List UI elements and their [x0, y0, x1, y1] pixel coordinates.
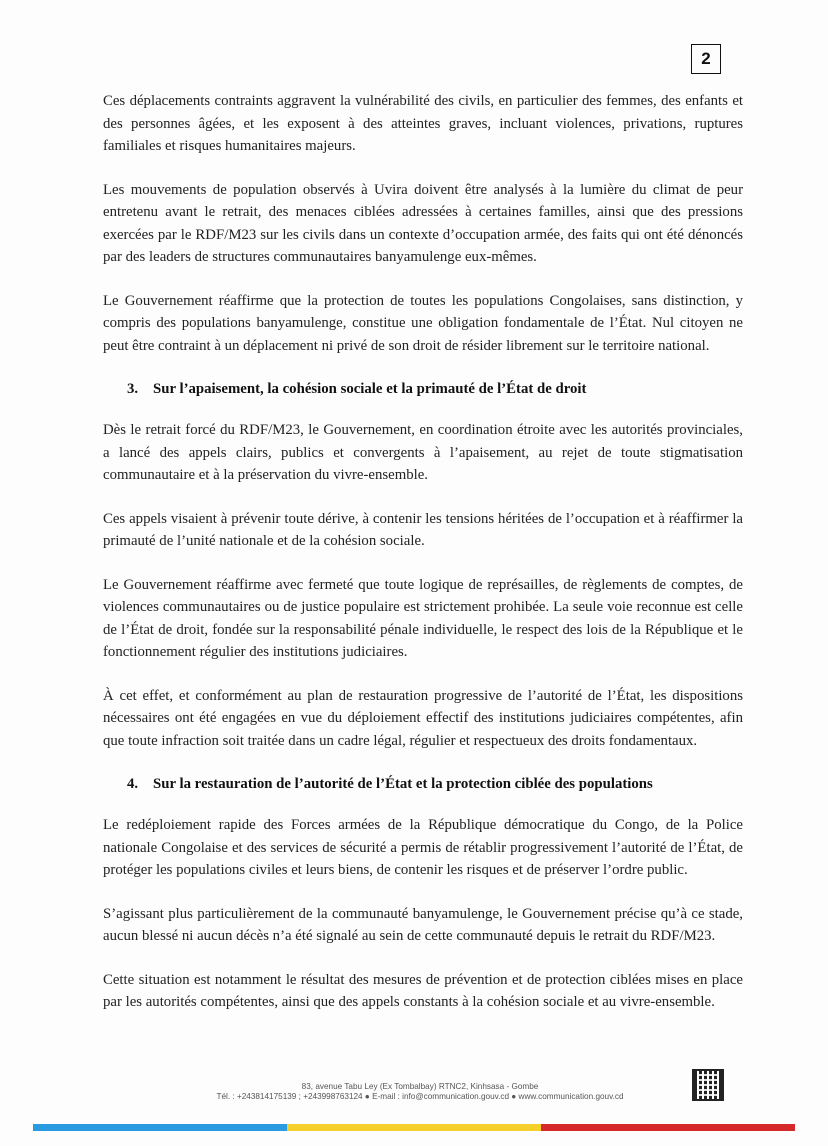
paragraph: Ces déplacements contraints aggravent la vulnérabilité des civils, en particulier des femmes, des enfants et des personnes âgées, et les exposent à des atteintes graves, incluant violences, privations, ruptures familiales et risques humanitaires majeurs.	[103, 93, 743, 154]
flag-color-stripe	[33, 1124, 795, 1131]
stripe-red	[541, 1124, 795, 1131]
page-number: 2	[691, 44, 721, 74]
section-number: 4.	[127, 776, 139, 792]
footer-address: 83, avenue Tabu Ley (Ex Tombalbay) RTNC2, Kinhsasa - Gombe	[301, 1082, 539, 1091]
paragraph: Le redéploiement rapide des Forces armées de la République démocratique du Congo, de la Police nationale Congolaise et des services de sécurité a permis de rétablir progressivement l’autorité de l’État, de protéger les populations civiles et leurs biens, de contenir les risques et de préserver l’ordre public.	[103, 817, 743, 878]
section-heading-4	[103, 773, 743, 795]
section-number: 3.	[127, 381, 139, 397]
paragraph: Ces appels visaient à prévenir toute dérive, à contenir les tensions héritées de l’occupation et à réaffirmer la primauté de l’unité nationale et de la cohésion sociale.	[103, 510, 743, 549]
paragraph: À cet effet, et conformément au plan de restauration progressive de l’autorité de l’État, les dispositions nécessaires ont été engagées en vue du déploiement effectif des institutions judiciaires compétentes, afin que toute infraction soit traitée dans un cadre légal, régulier et respectueux des droits fondamentaux.	[103, 687, 743, 749]
paragraph: Cette situation est notamment le résultat des mesures de prévention et de protection ciblées mises en place par les autorités compétentes, ainsi que des appels constants à la cohésion sociale et au vivre-ensemble.	[103, 971, 743, 1010]
section-heading-3	[103, 378, 743, 400]
stripe-yellow	[287, 1124, 541, 1131]
paragraph: Le Gouvernement réaffirme avec fermeté que toute logique de représailles, de règlements de comptes, de violences communautaires ou de justice populaire est strictement prohibée. La seule voie reconnue est celle de l’État de droit, fondée sur la responsabilité pénale individuelle, le respect des lois de la République et le fonctionnement régulier des institutions judiciaires.	[103, 576, 743, 660]
paragraph: Dès le retrait forcé du RDF/M23, le Gouvernement, en coordination étroite avec les autorités provinciales, a lancé des appels clairs, publics et convergents à l’apaisement, au rejet de toute stigmatisation communautaire et à la préservation du vivre-ensemble.	[103, 422, 743, 483]
section-title: Sur l’apaisement, la cohésion sociale et la primauté de l’État de droit	[153, 381, 587, 397]
paragraph: Les mouvements de population observés à Uvira doivent être analysés à la lumière du climat de peur entretenu avant le retrait, des menaces ciblées adressées à certaines familles, ainsi que des pressions exercées par le RDF/M23 sur les civils dans un contexte d’occupation armée, des faits qui ont été dénoncés par des leaders de structures communautaires banyamulenge eux-mêmes.	[103, 181, 743, 265]
paragraph: Le Gouvernement réaffirme que la protection de toutes les populations Congolaises, sans distinction, y compris des populations banyamulenge, constitue une obligation fondamentale de l’État. Nul citoyen ne peut être contraint à un déplacement ni privé de son droit de résider librement sur le territoire national.	[103, 292, 743, 354]
paragraph: S’agissant plus particulièrement de la communauté banyamulenge, le Gouvernement précise qu’à ce stade, aucun blessé ni aucun décès n’a été signalé au sein de cette communauté depuis le retrait du RDF/M23.	[103, 905, 743, 944]
footer-contact: Tél. : +243814175139 ; +243998763124 ● E-mail : info@communication.gouv.cd ● www.communication.gouv.cd	[216, 1092, 624, 1101]
stripe-blue	[33, 1124, 287, 1131]
document-body	[103, 90, 743, 1035]
footer	[180, 1082, 660, 1102]
section-title: Sur la restauration de l’autorité de l’État et la protection ciblée des populations	[153, 776, 653, 792]
qr-code-icon	[692, 1069, 724, 1101]
